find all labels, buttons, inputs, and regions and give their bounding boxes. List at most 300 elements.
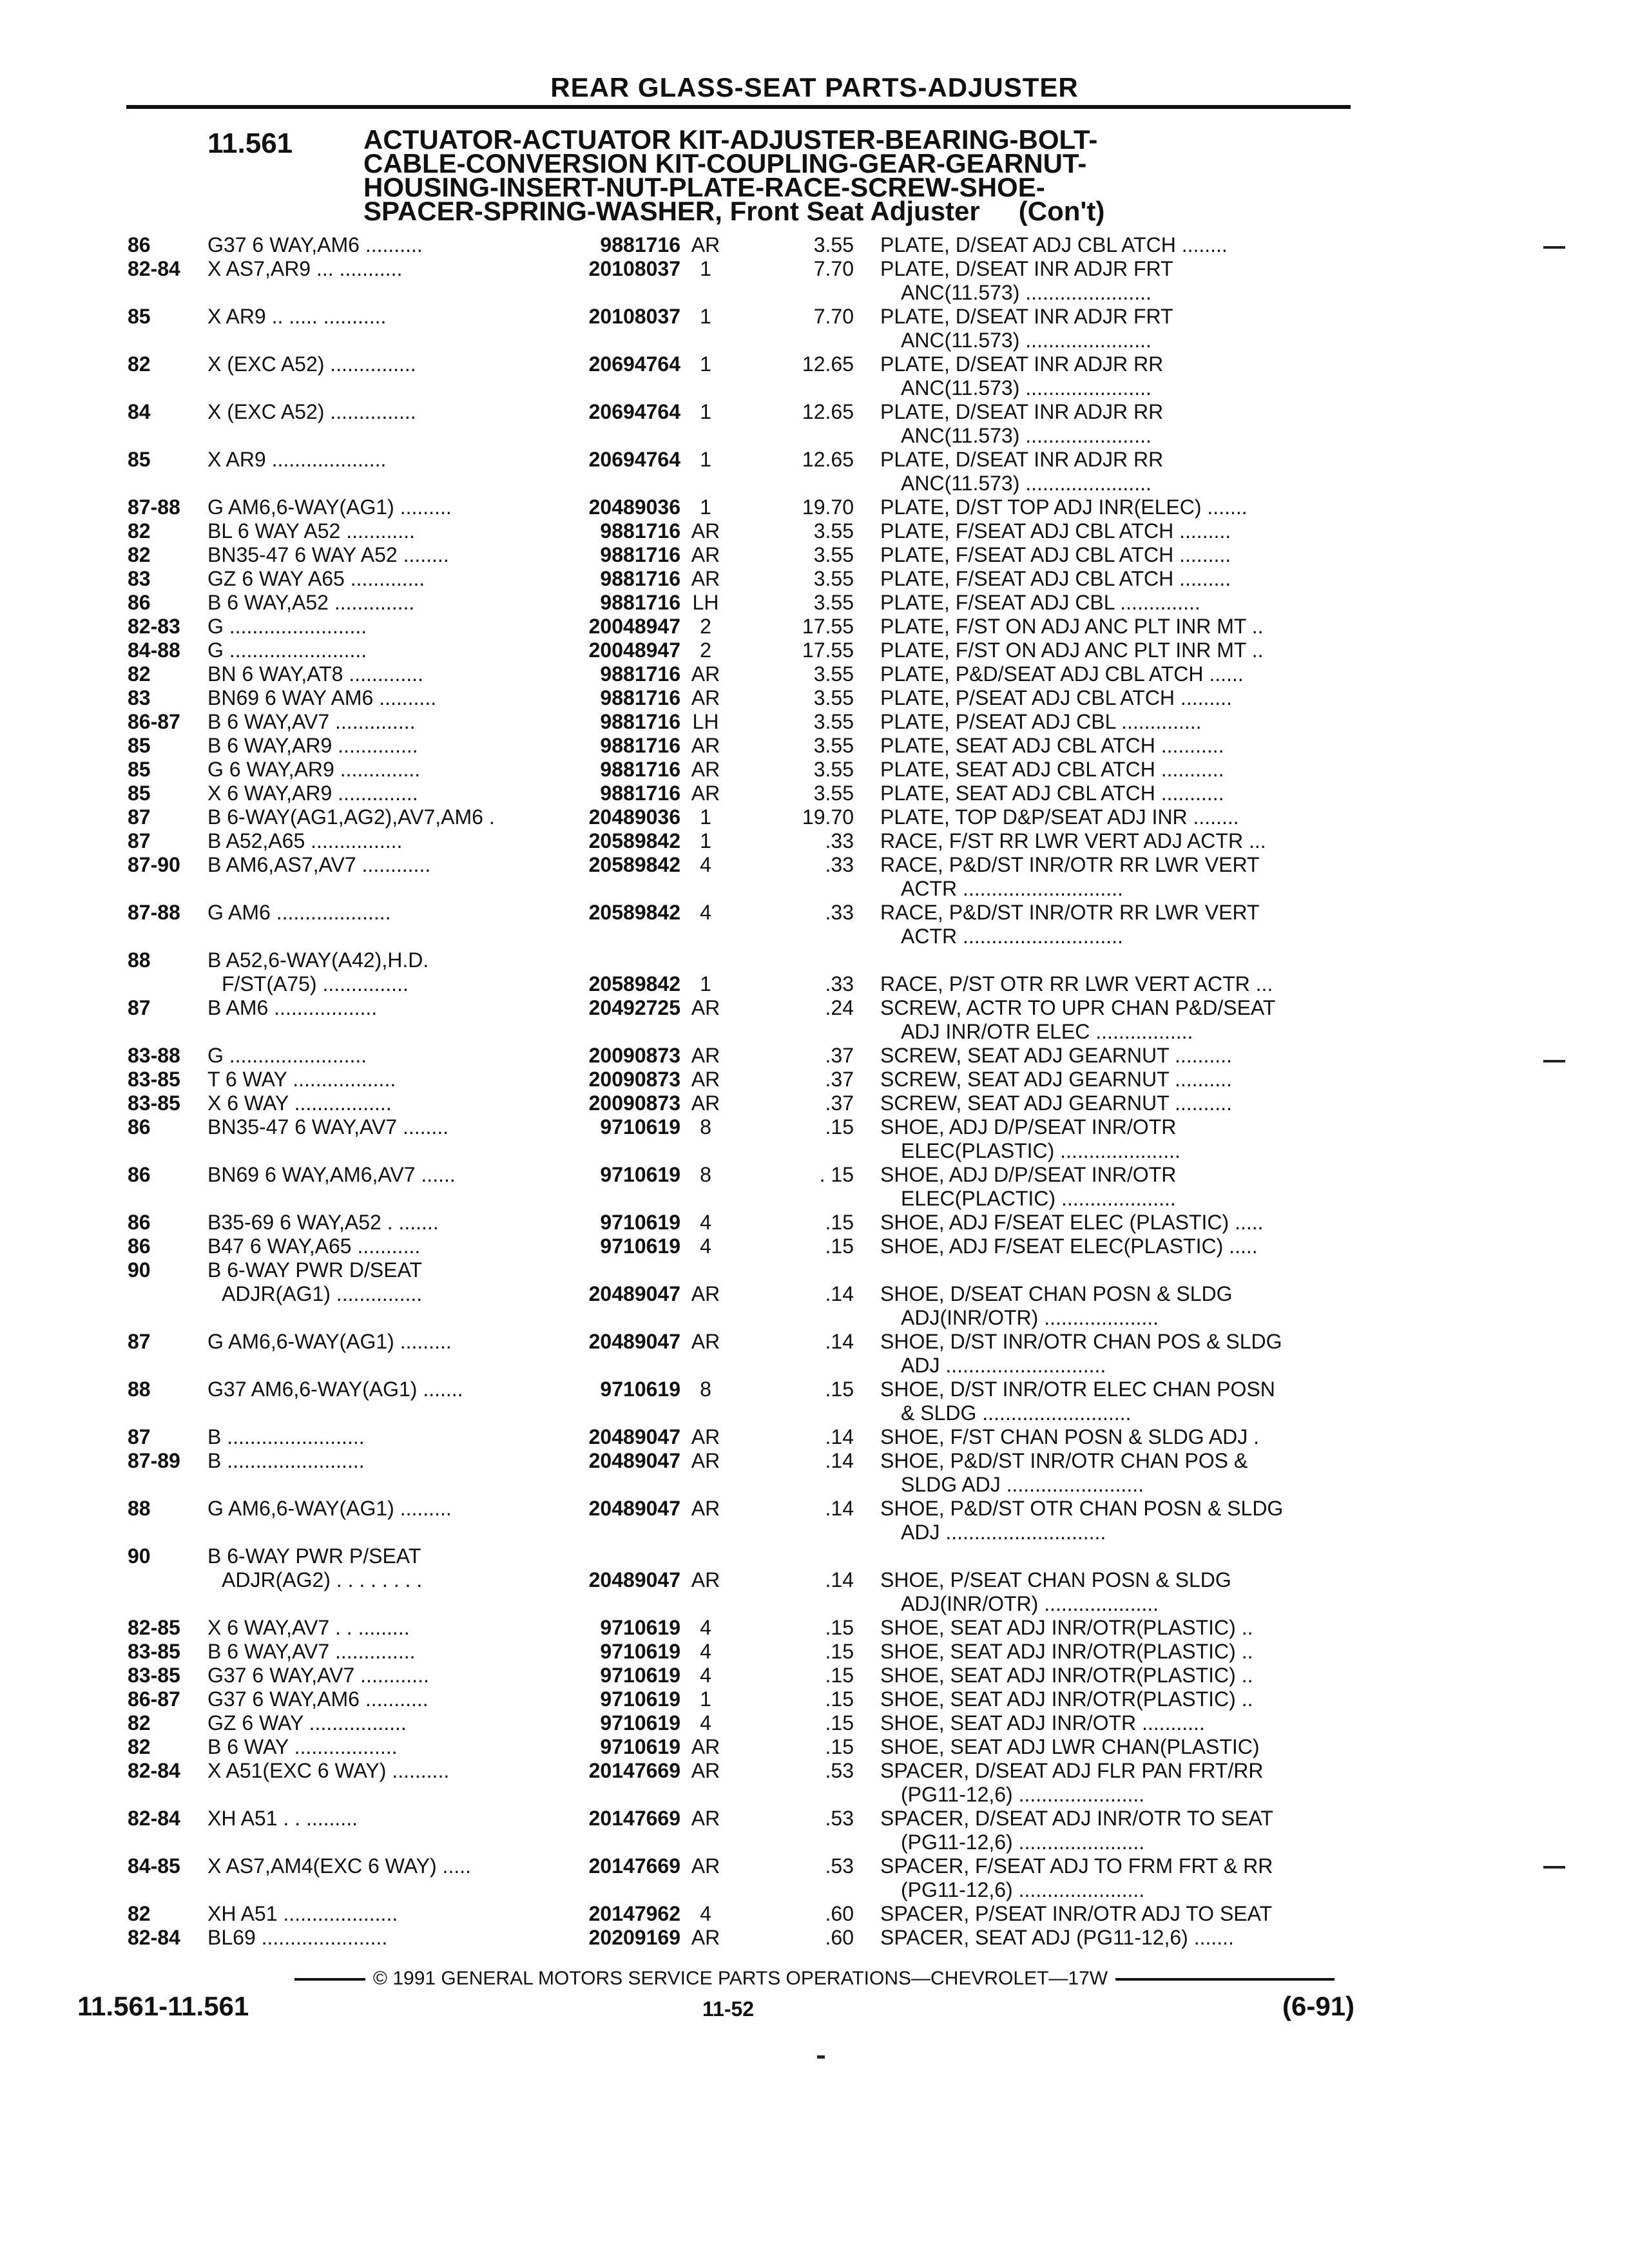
section-title-line xyxy=(363,196,1369,226)
section-range: 11.561-11.561 xyxy=(77,1991,249,2021)
table-row xyxy=(0,1211,1629,1235)
quantity: AR xyxy=(691,662,720,686)
price: 3.55 xyxy=(813,734,854,757)
model-description xyxy=(207,1735,555,1759)
part-name xyxy=(880,1759,1357,1806)
part-name xyxy=(880,615,1357,639)
model-description xyxy=(207,782,555,805)
part-name-line: ANC(11.573) ...................... xyxy=(901,376,1152,399)
model-years: 82-83 xyxy=(128,615,180,638)
margin-mark xyxy=(1543,1866,1565,1869)
part-name xyxy=(880,829,1357,853)
part-name xyxy=(880,1425,1357,1449)
model-description-line: BL69 ...................... xyxy=(207,1926,388,1949)
part-name-line: SCREW, ACTR TO UPR CHAN P&D/SEAT xyxy=(880,996,1276,1019)
model-description-line: X (EXC A52) ............... xyxy=(207,352,416,376)
price: .33 xyxy=(825,829,854,852)
part-number: 20492725 xyxy=(588,996,680,1019)
part-name-line: ANC(11.573) ...................... xyxy=(901,424,1152,447)
part-number: 20108037 xyxy=(588,305,680,328)
model-description-line: G37 6 WAY,AV7 ............ xyxy=(207,1664,429,1687)
part-name-line: SHOE, P&D/ST OTR CHAN POSN & SLDG xyxy=(880,1497,1284,1520)
model-years: 86 xyxy=(128,1211,151,1234)
model-description xyxy=(207,1163,555,1187)
quantity: AR xyxy=(691,1449,720,1472)
model-years: 83-85 xyxy=(128,1068,180,1091)
model-description xyxy=(207,1068,555,1091)
model-description-line: B 6 WAY,A52 .............. xyxy=(207,591,415,614)
model-description-line: XH A51 . . ......... xyxy=(207,1807,358,1830)
model-description-line: BN 6 WAY,AT8 ............. xyxy=(207,662,423,686)
part-name-line: (PG11-12,6) ...................... xyxy=(901,1831,1145,1854)
quantity: 4 xyxy=(700,1211,711,1234)
model-description-line: G AM6,6-WAY(AG1) ......... xyxy=(207,1497,452,1520)
part-number: 9881716 xyxy=(600,519,680,543)
model-description-line: X 6 WAY,AR9 .............. xyxy=(207,782,418,805)
quantity: 4 xyxy=(700,901,711,924)
part-name xyxy=(880,1091,1357,1115)
model-description-line: X A51(EXC 6 WAY) .......... xyxy=(207,1759,450,1782)
part-name xyxy=(880,1807,1357,1854)
model-years: 85 xyxy=(128,305,151,328)
part-name-line: SLDG ADJ ........................ xyxy=(901,1473,1144,1496)
part-name-line: PLATE, F/SEAT ADJ CBL .............. xyxy=(880,591,1200,614)
model-description xyxy=(207,758,555,782)
quantity: AR xyxy=(691,1926,720,1949)
model-years: 90 xyxy=(128,1258,151,1282)
continued-label: (Con't) xyxy=(1018,196,1105,226)
model-description xyxy=(207,591,555,615)
quantity: 4 xyxy=(700,1902,711,1925)
model-years: 84-85 xyxy=(128,1854,180,1878)
model-description xyxy=(207,1330,555,1354)
quantity: AR xyxy=(691,758,720,781)
price: . 15 xyxy=(819,1163,854,1186)
price: 3.55 xyxy=(813,591,854,614)
model-description xyxy=(207,519,555,543)
table-row xyxy=(0,1544,1629,1616)
part-name-line: SCREW, SEAT ADJ GEARNUT .......... xyxy=(880,1091,1232,1115)
part-number: 9710619 xyxy=(600,1640,680,1663)
part-name-line: PLATE, F/ST ON ADJ ANC PLT INR MT .. xyxy=(880,639,1264,662)
model-description xyxy=(207,1759,555,1783)
model-description-line: B47 6 WAY,A65 ........... xyxy=(207,1235,421,1258)
part-name xyxy=(880,662,1357,686)
model-description xyxy=(207,829,555,853)
part-number: 20694764 xyxy=(588,400,680,423)
section-number: 11.561 xyxy=(207,128,293,159)
model-description-line: B35-69 6 WAY,A52 . ....... xyxy=(207,1211,439,1234)
part-number: 20489036 xyxy=(588,805,680,829)
quantity: 1 xyxy=(700,400,711,423)
price: .37 xyxy=(825,1044,854,1067)
quantity: 1 xyxy=(700,352,711,376)
part-number: 20589842 xyxy=(588,901,680,924)
part-name-line: PLATE, F/ST ON ADJ ANC PLT INR MT .. xyxy=(880,615,1264,638)
model-description-line: B AM6,AS7,AV7 ............ xyxy=(207,853,431,876)
quantity: 1 xyxy=(700,972,711,995)
part-name xyxy=(880,1330,1357,1377)
model-years: 84 xyxy=(128,400,151,423)
quantity: AR xyxy=(691,686,720,709)
part-number: 20489047 xyxy=(588,1425,680,1448)
table-row xyxy=(0,1449,1629,1497)
price: 3.55 xyxy=(813,758,854,781)
quantity: 1 xyxy=(700,1687,711,1711)
table-row xyxy=(0,1807,1629,1854)
price: .14 xyxy=(825,1282,854,1305)
part-name-line: SHOE, D/ST INR/OTR CHAN POS & SLDG xyxy=(880,1330,1282,1353)
table-row xyxy=(0,1902,1629,1926)
model-description-line: G AM6 .................... xyxy=(207,901,391,924)
part-number: 9881716 xyxy=(600,686,680,709)
part-name-line: PLATE, P/SEAT ADJ CBL ATCH ......... xyxy=(880,686,1232,709)
model-description xyxy=(207,1378,555,1401)
part-name-line: SPACER, D/SEAT ADJ FLR PAN FRT/RR xyxy=(880,1759,1264,1782)
part-name xyxy=(880,1926,1357,1950)
part-name-line: SPACER, F/SEAT ADJ TO FRM FRT & RR xyxy=(880,1854,1273,1878)
part-number: 9710619 xyxy=(600,1378,680,1401)
part-number: 20589842 xyxy=(588,853,680,876)
model-description-line: B 6-WAY(AG1,AG2),AV7,AM6 . xyxy=(207,805,495,829)
part-name-line: SPACER, D/SEAT ADJ INR/OTR TO SEAT xyxy=(880,1807,1273,1830)
quantity: 8 xyxy=(700,1115,711,1139)
header-rule xyxy=(126,105,1351,109)
table-row xyxy=(0,257,1629,305)
part-number: 20147669 xyxy=(588,1759,680,1782)
part-name-line: PLATE, D/SEAT INR ADJR RR xyxy=(880,448,1164,471)
model-description xyxy=(207,1497,555,1521)
price: .37 xyxy=(825,1091,854,1115)
part-name-line: PLATE, SEAT ADJ CBL ATCH ........... xyxy=(880,782,1224,805)
price: .14 xyxy=(825,1568,854,1591)
part-number: 20147669 xyxy=(588,1854,680,1878)
model-description xyxy=(207,1425,555,1449)
model-years: 83 xyxy=(128,567,151,590)
model-description-line: X 6 WAY ................. xyxy=(207,1091,392,1115)
model-description-line: X AS7,AM4(EXC 6 WAY) ..... xyxy=(207,1854,471,1878)
part-name-line: SHOE, D/ST INR/OTR ELEC CHAN POSN xyxy=(880,1378,1275,1401)
part-name-line: SHOE, ADJ F/SEAT ELEC (PLASTIC) ..... xyxy=(880,1211,1264,1234)
model-years: 82 xyxy=(128,519,151,543)
quantity: 4 xyxy=(700,1640,711,1663)
model-years: 82-84 xyxy=(128,1926,180,1949)
model-description-line: X (EXC A52) ............... xyxy=(207,400,416,423)
model-description xyxy=(207,305,555,329)
price: 3.55 xyxy=(813,519,854,543)
model-description-line: T 6 WAY .................. xyxy=(207,1068,396,1091)
model-description-line: B A52,6-WAY(A42),H.D. xyxy=(207,948,429,972)
part-number: 20489047 xyxy=(588,1449,680,1472)
model-description xyxy=(207,567,555,591)
quantity: 4 xyxy=(700,1711,711,1735)
quantity: AR xyxy=(691,734,720,757)
table-row xyxy=(0,1258,1629,1330)
part-name-line: PLATE, D/SEAT INR ADJR FRT xyxy=(880,305,1173,328)
price: .15 xyxy=(825,1211,854,1234)
quantity: AR xyxy=(691,1068,720,1091)
quantity: 1 xyxy=(700,495,711,519)
model-description-line: G AM6,6-WAY(AG1) ......... xyxy=(207,495,452,519)
model-description xyxy=(207,1115,555,1139)
table-row xyxy=(0,734,1629,758)
part-name-line: PLATE, D/SEAT INR ADJR RR xyxy=(880,352,1164,376)
part-name xyxy=(880,567,1357,591)
model-description-line: ADJR(AG2) . . . . . . . . xyxy=(222,1568,423,1591)
table-row xyxy=(0,543,1629,567)
model-years: 87 xyxy=(128,829,151,852)
model-years: 87 xyxy=(128,996,151,1019)
quantity: AR xyxy=(691,1425,720,1448)
model-description xyxy=(207,1544,555,1591)
model-description-line: G37 AM6,6-WAY(AG1) ....... xyxy=(207,1378,463,1401)
quantity: 1 xyxy=(700,448,711,471)
model-description xyxy=(207,1044,555,1068)
part-number: 9710619 xyxy=(600,1687,680,1711)
model-description-line: F/ST(A75) ............... xyxy=(222,972,409,995)
quantity: AR xyxy=(691,1044,720,1067)
copyright-line xyxy=(0,1968,1629,1990)
part-name-line: ANC(11.573) ...................... xyxy=(901,281,1152,304)
model-description xyxy=(207,1211,555,1235)
model-description xyxy=(207,1235,555,1258)
table-row xyxy=(0,805,1629,829)
part-name xyxy=(880,782,1357,805)
part-name-line: ACTR ............................ xyxy=(901,877,1123,900)
part-name xyxy=(880,591,1357,615)
quantity: 8 xyxy=(700,1378,711,1401)
part-name-line: SHOE, SEAT ADJ LWR CHAN(PLASTIC) xyxy=(880,1735,1260,1758)
model-years: 86 xyxy=(128,591,151,614)
price: 7.70 xyxy=(813,257,854,280)
part-number: 9881716 xyxy=(600,758,680,781)
part-name-line: ADJ(INR/OTR) .................... xyxy=(901,1306,1159,1329)
price: .37 xyxy=(825,1068,854,1091)
model-description-line: GZ 6 WAY A65 ............. xyxy=(207,567,425,590)
part-name xyxy=(880,758,1357,782)
part-name xyxy=(880,1068,1357,1091)
price: .14 xyxy=(825,1497,854,1520)
model-description xyxy=(207,1616,555,1640)
page-title: REAR GLASS-SEAT PARTS-ADJUSTER xyxy=(550,72,1079,102)
price: 19.70 xyxy=(802,805,854,829)
part-name-line: & SLDG .......................... xyxy=(901,1401,1132,1425)
model-description-line: XH A51 .................... xyxy=(207,1902,398,1925)
table-row xyxy=(0,519,1629,543)
quantity: AR xyxy=(691,782,720,805)
quantity: 1 xyxy=(700,805,711,829)
part-name xyxy=(880,972,1357,996)
model-description xyxy=(207,543,555,567)
part-name xyxy=(880,1687,1357,1711)
part-number: 20090873 xyxy=(588,1044,680,1067)
part-name xyxy=(880,1282,1357,1329)
model-years: 82 xyxy=(128,1902,151,1925)
model-description xyxy=(207,1258,555,1305)
quantity: LH xyxy=(692,710,719,733)
part-name-line: PLATE, P&D/SEAT ADJ CBL ATCH ...... xyxy=(880,662,1244,686)
model-description xyxy=(207,853,555,877)
model-years: 83-88 xyxy=(128,1044,180,1067)
model-years: 82 xyxy=(128,1735,151,1758)
part-name xyxy=(880,1902,1357,1926)
table-row xyxy=(0,782,1629,805)
price: .15 xyxy=(825,1115,854,1139)
model-years: 85 xyxy=(128,734,151,757)
table-row xyxy=(0,1378,1629,1425)
part-name-line: ANC(11.573) ...................... xyxy=(901,472,1152,495)
part-name xyxy=(880,1854,1357,1901)
table-row xyxy=(0,1616,1629,1640)
part-number: 20694764 xyxy=(588,352,680,376)
part-number: 20589842 xyxy=(588,829,680,852)
part-name-line: RACE, P/ST OTR RR LWR VERT ACTR ... xyxy=(880,972,1273,995)
part-name-line: SHOE, ADJ D/P/SEAT INR/OTR xyxy=(880,1115,1177,1139)
price: 3.55 xyxy=(813,543,854,566)
part-name-line: PLATE, F/SEAT ADJ CBL ATCH ......... xyxy=(880,543,1231,566)
model-description xyxy=(207,1807,555,1831)
part-name xyxy=(880,805,1357,829)
quantity: 4 xyxy=(700,1616,711,1639)
part-name-line: PLATE, D/SEAT ADJ CBL ATCH ........ xyxy=(880,233,1228,256)
model-years: 87-89 xyxy=(128,1449,180,1472)
price: 12.65 xyxy=(802,400,854,423)
price: 3.55 xyxy=(813,233,854,256)
model-description-line: G ........................ xyxy=(207,639,367,662)
part-number: 20090873 xyxy=(588,1091,680,1115)
model-years: 82 xyxy=(128,352,151,376)
model-years: 87-90 xyxy=(128,853,180,876)
part-number: 9881716 xyxy=(600,591,680,614)
model-years: 86-87 xyxy=(128,1687,180,1711)
model-years: 86-87 xyxy=(128,710,180,733)
part-name xyxy=(880,853,1357,900)
part-name-line: PLATE, P/SEAT ADJ CBL .............. xyxy=(880,710,1202,733)
part-number: 20147962 xyxy=(588,1902,680,1925)
table-row xyxy=(0,1926,1629,1950)
table-row xyxy=(0,305,1629,352)
table-row xyxy=(0,400,1629,448)
model-description xyxy=(207,257,555,281)
part-name-line: ADJ(INR/OTR) .................... xyxy=(901,1592,1159,1615)
model-description-line: G ........................ xyxy=(207,1044,367,1067)
part-number: 9710619 xyxy=(600,1211,680,1234)
part-number: 9881716 xyxy=(600,710,680,733)
model-years: 87 xyxy=(128,1425,151,1448)
part-name-line: ELEC(PLACTIC) .................... xyxy=(901,1187,1176,1210)
model-description-line: ADJR(AG1) ............... xyxy=(222,1282,423,1305)
model-years: 87-88 xyxy=(128,495,180,519)
part-name-line: ADJ ............................ xyxy=(901,1354,1106,1377)
part-name-line: PLATE, F/SEAT ADJ CBL ATCH ......... xyxy=(880,567,1231,590)
model-years: 87 xyxy=(128,1330,151,1353)
table-row xyxy=(0,615,1629,639)
part-name-line: ANC(11.573) ...................... xyxy=(901,329,1152,352)
part-name-line: PLATE, SEAT ADJ CBL ATCH ........... xyxy=(880,758,1224,781)
part-number: 20048947 xyxy=(588,639,680,662)
margin-mark xyxy=(1543,1060,1565,1062)
part-number: 20489047 xyxy=(588,1330,680,1353)
price: .53 xyxy=(825,1759,854,1782)
part-name-line: ELEC(PLASTIC) ..................... xyxy=(901,1139,1181,1162)
revision-date: (6-91) xyxy=(1282,1991,1355,2021)
price: .15 xyxy=(825,1378,854,1401)
price: 3.55 xyxy=(813,686,854,709)
model-years: 82-84 xyxy=(128,1759,180,1782)
model-description xyxy=(207,996,555,1020)
quantity: AR xyxy=(691,1735,720,1758)
part-name xyxy=(880,1711,1357,1735)
model-description xyxy=(207,734,555,758)
quantity: AR xyxy=(691,996,720,1019)
table-row xyxy=(0,1711,1629,1735)
model-years: 82-85 xyxy=(128,1616,180,1639)
model-description-line: G 6 WAY,AR9 .............. xyxy=(207,758,421,781)
part-number: 9881716 xyxy=(600,567,680,590)
part-name-line: PLATE, F/SEAT ADJ CBL ATCH ......... xyxy=(880,519,1231,543)
model-description xyxy=(207,1640,555,1664)
part-name xyxy=(880,352,1357,399)
model-years: 83-85 xyxy=(128,1664,180,1687)
table-row xyxy=(0,829,1629,853)
quantity: 1 xyxy=(700,829,711,852)
model-description xyxy=(207,686,555,710)
table-row xyxy=(0,758,1629,782)
price: .14 xyxy=(825,1425,854,1448)
model-description-line: BN69 6 WAY AM6 .......... xyxy=(207,686,437,709)
price: 17.55 xyxy=(802,639,854,662)
part-number: 9881716 xyxy=(600,734,680,757)
price: .24 xyxy=(825,996,854,1019)
model-years: 86 xyxy=(128,1115,151,1139)
part-name-line: SHOE, SEAT ADJ INR/OTR(PLASTIC) .. xyxy=(880,1687,1253,1711)
model-years: 86 xyxy=(128,1235,151,1258)
model-description-line: BL 6 WAY A52 ............ xyxy=(207,519,415,543)
model-description-line: B 6-WAY PWR P/SEAT xyxy=(207,1544,421,1568)
model-description-line: X 6 WAY,AV7 . . ......... xyxy=(207,1616,410,1639)
part-number: 9710619 xyxy=(600,1616,680,1639)
part-number: 9710619 xyxy=(600,1163,680,1186)
model-description-line: X AR9 .................... xyxy=(207,448,387,471)
footer-rule-right xyxy=(1115,1978,1335,1981)
part-name xyxy=(880,305,1357,352)
price: .53 xyxy=(825,1807,854,1830)
part-name-line: SPACER, SEAT ADJ (PG11-12,6) ....... xyxy=(880,1926,1234,1949)
quantity: LH xyxy=(692,591,719,614)
table-row xyxy=(0,1330,1629,1378)
model-years: 88 xyxy=(128,1497,151,1520)
price: .14 xyxy=(825,1449,854,1472)
model-description-line: BN35-47 6 WAY A52 ........ xyxy=(207,543,449,566)
model-description xyxy=(207,495,555,519)
table-row xyxy=(0,901,1629,948)
table-row xyxy=(0,1640,1629,1664)
model-description xyxy=(207,1854,555,1878)
table-row xyxy=(0,448,1629,495)
model-years: 83-85 xyxy=(128,1640,180,1663)
quantity: AR xyxy=(691,1330,720,1353)
price: .15 xyxy=(825,1711,854,1735)
part-name-line: PLATE, D/SEAT INR ADJR RR xyxy=(880,400,1164,423)
part-name-line: SHOE, SEAT ADJ INR/OTR(PLASTIC) .. xyxy=(880,1664,1253,1687)
model-description xyxy=(207,1091,555,1115)
model-years: 90 xyxy=(128,1544,151,1568)
quantity: AR xyxy=(691,1091,720,1115)
table-row xyxy=(0,1115,1629,1163)
table-row xyxy=(0,1091,1629,1115)
table-row xyxy=(0,1497,1629,1544)
model-description-line: B A52,A65 ................ xyxy=(207,829,403,852)
